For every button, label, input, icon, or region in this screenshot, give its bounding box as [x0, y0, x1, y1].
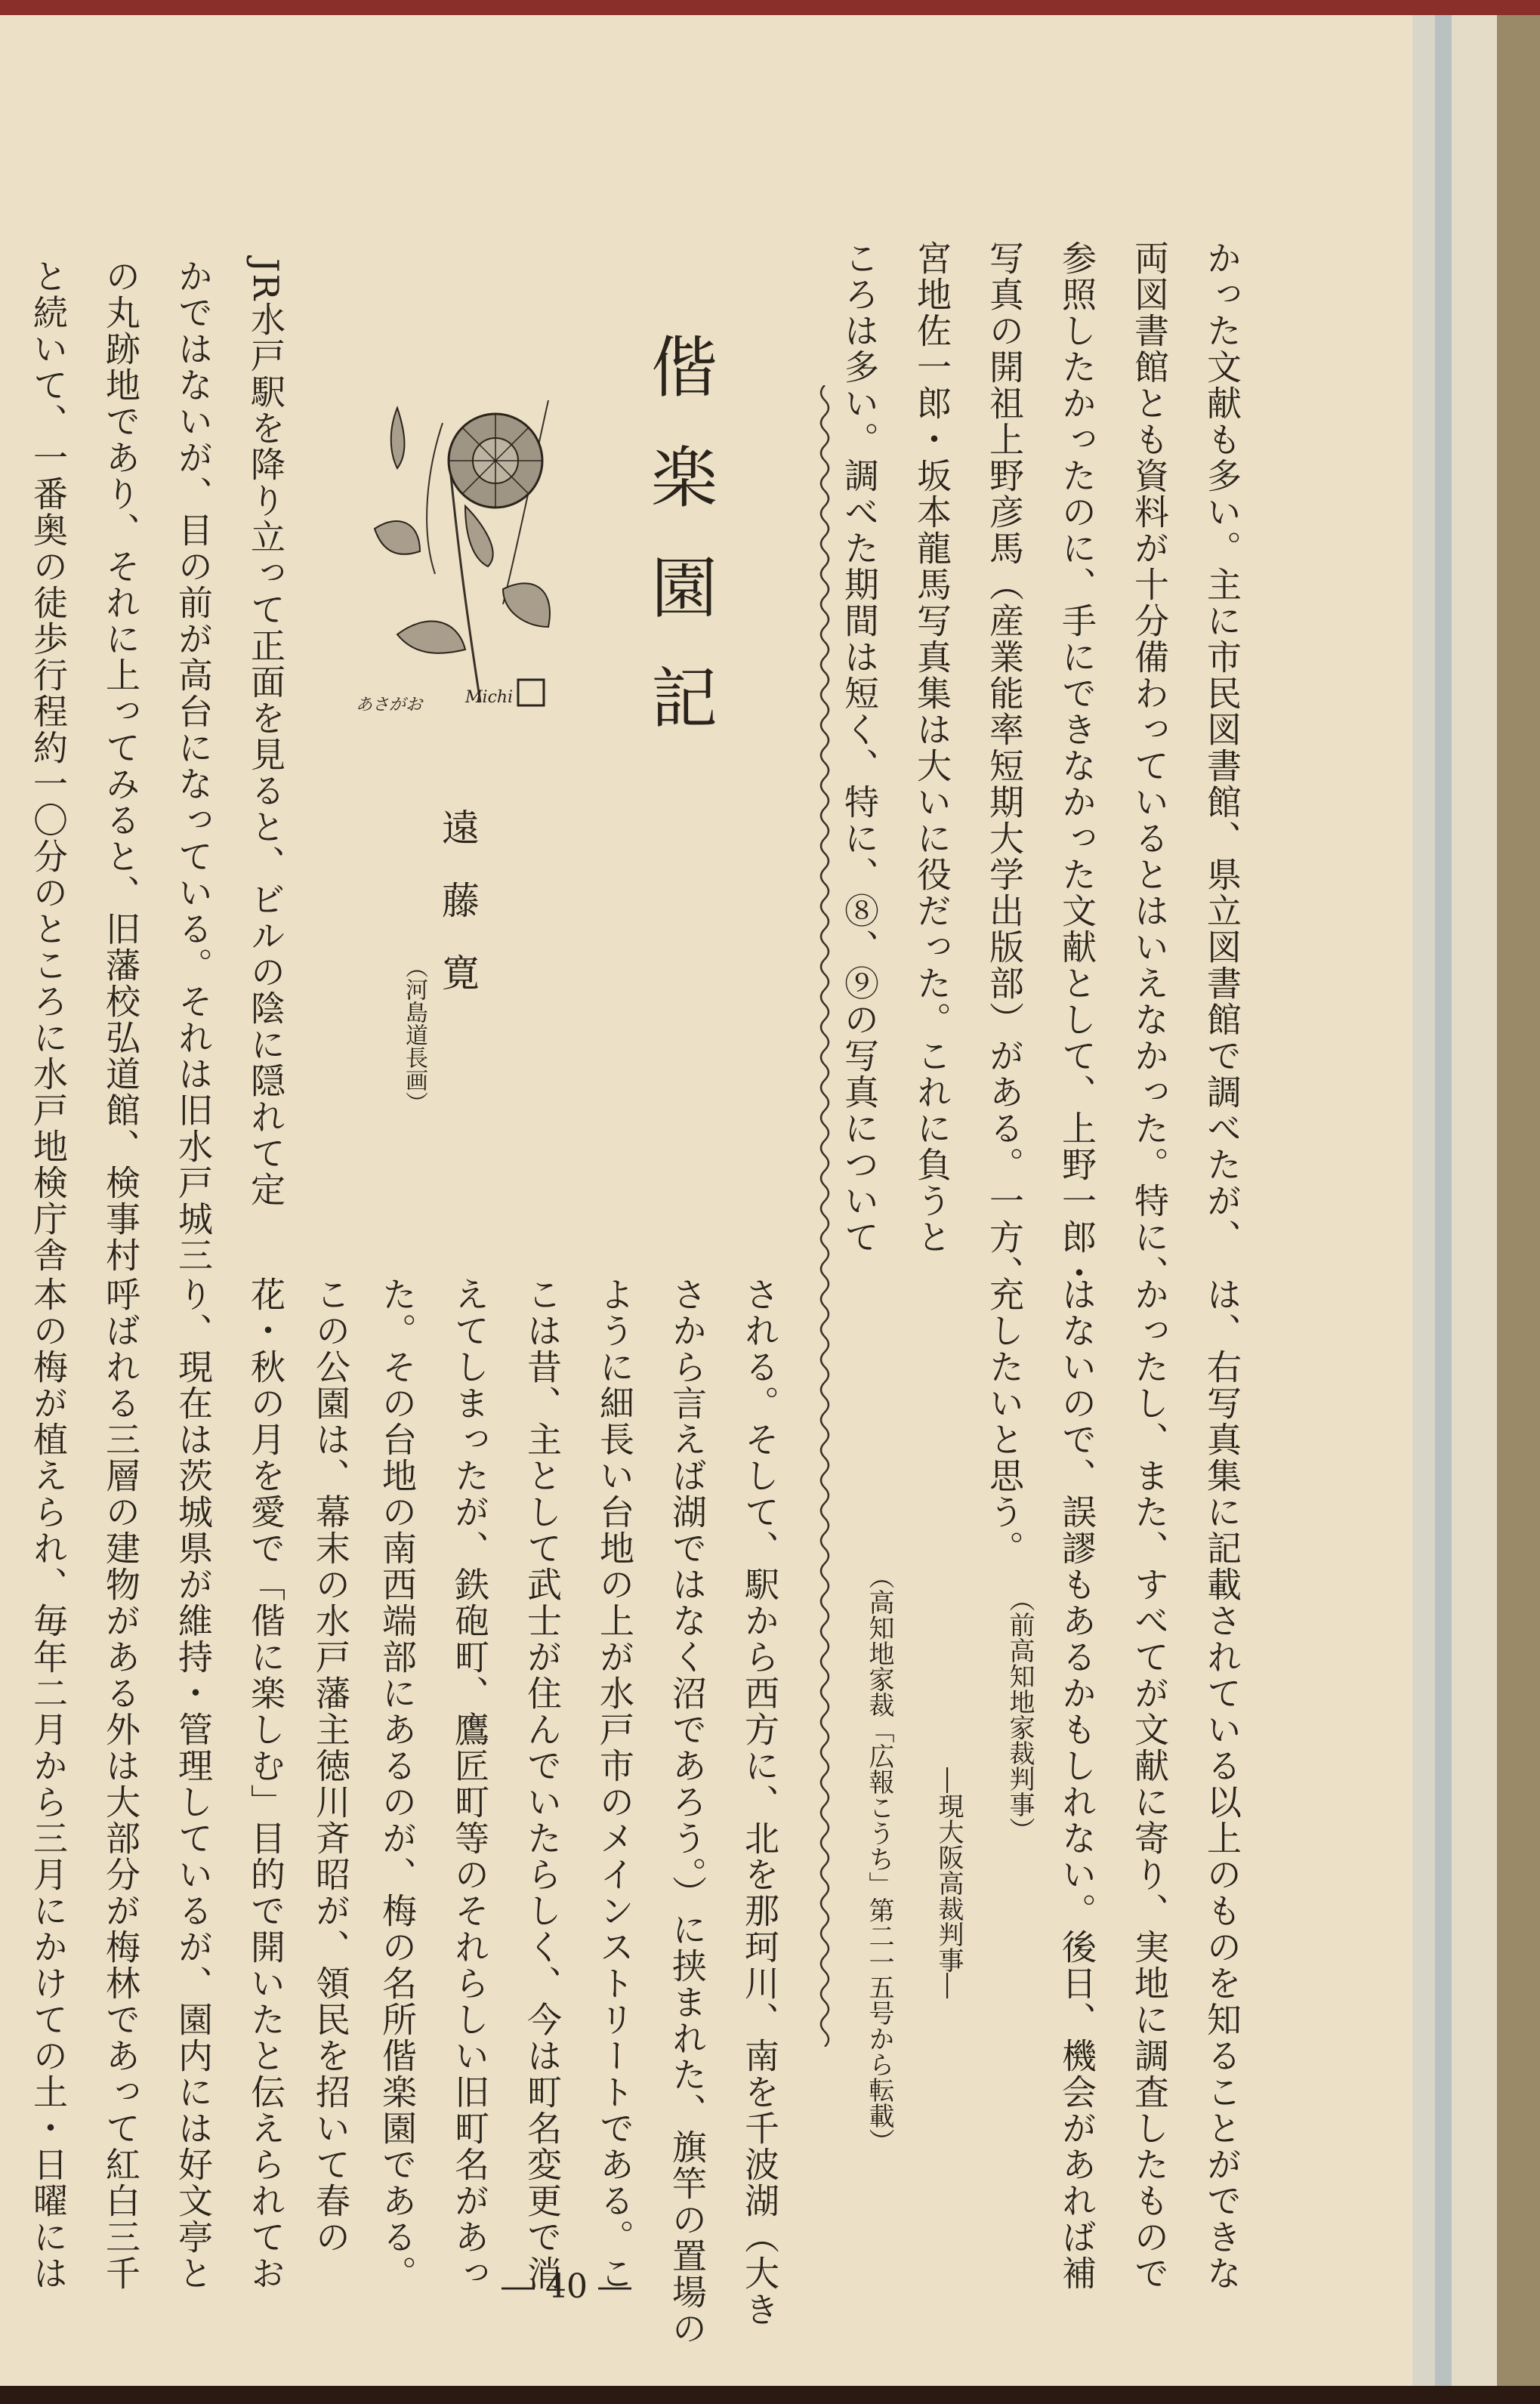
wavy-divider: [816, 385, 834, 2047]
text-column: かった文献も多い。主に市民図書館、県立図書館で調べたが、: [1202, 240, 1242, 1255]
text-column: の丸跡地であり、それに上ってみると、旧藩校弘道館、検事村: [100, 258, 141, 1273]
illustration-caption: あさがお: [356, 696, 423, 714]
scan-bottom-strip: [0, 2386, 1540, 2404]
text-column: はないので、誤謬もあるかもしれない。後日、機会があれば補: [1057, 1276, 1097, 2291]
author-note: （前高知地家裁判事）: [1005, 1586, 1035, 1843]
page-edge: [1412, 15, 1435, 2386]
text-column: こは昔、主として武士が住んでいたらしく、今は町名変更で消: [522, 1276, 563, 2291]
text-column: は、右写真集に記載されている以上のものを知ることができな: [1202, 1276, 1242, 2291]
text-column: かったし、また、すべてが文献に寄り、実地に調査したもので: [1129, 1276, 1170, 2291]
scan-top-strip: [0, 0, 1540, 15]
text-column: ころは多い。調べた期間は短く、特に、⑧、⑨の写真について: [839, 240, 880, 1255]
text-column: 両図書館とも資料が十分備わっているとはいえなかった。特に、: [1129, 240, 1170, 1291]
text-column: かではないが、目の前が高台になっている。それは旧水戸城三: [173, 258, 214, 1273]
page-number: ― 40 ―: [502, 2267, 631, 2306]
text-column: えてしまったが、鉄砲町、鷹匠町等のそれらしい旧町名があっ: [449, 1276, 490, 2291]
text-column: JR水戸駅を降り立って正面を見ると、ビルの陰に隠れて定: [245, 258, 286, 1208]
text-column: 呼ばれる三層の建物がある外は大部分が梅林であって紅白三千: [100, 1276, 141, 2291]
source-note: （高知地家裁「広報こうち」第二一五号から転載）: [864, 1563, 894, 2154]
article-title: 偕楽園記: [640, 332, 718, 773]
text-column: り、現在は茨城県が維持・管理しているが、園内には好文亭と: [173, 1276, 214, 2291]
text-column: さから言えば湖ではなく沼であろう。）に挟まれた、旗竿の置場の: [667, 1276, 708, 2347]
text-column: [0, 258, 12, 911]
article-author: 遠藤寛: [436, 808, 480, 1026]
text-column: 充したいと思う。: [984, 1276, 1025, 1566]
text-column: [0, 1276, 12, 2328]
page-edge: [1435, 15, 1452, 2386]
book-page: [0, 15, 1412, 2386]
illustration-signature: Michi: [465, 688, 514, 707]
morning-glory-illustration: [352, 378, 579, 725]
text-column: 参照したかったのに、手にできなかった文献として、上野一郎・: [1057, 240, 1097, 1291]
text-column: と続いて、一番奥の徒歩行程約一〇分のところに水戸地検庁舎: [28, 258, 69, 1273]
text-column: た。その台地の南西端部にあるのが、梅の名所偕楽園である。: [377, 1276, 418, 2291]
text-column: ように細長い台地の上が水戸市のメインストリートである。こ: [594, 1276, 635, 2291]
text-column: 花・秋の月を愛で「偕に楽しむ」目的で開いたと伝えられてお: [245, 1276, 286, 2291]
illustration-credit: （河島道長画）: [401, 955, 427, 1114]
text-column: される。そして、駅から西方に、北を那珂川、南を千波湖（大き: [739, 1276, 780, 2328]
text-column: 宮地佐一郎・坂本龍馬写真集は大いに役だった。これに負うと: [912, 240, 952, 1255]
text-column: 写真の開祖上野彦馬（産業能率短期大学出版部）がある。一方、: [984, 240, 1025, 1291]
text-column: 本の梅が植えられ、毎年二月から三月にかけての土・日曜には: [28, 1276, 69, 2291]
book-cover-edge: [1497, 15, 1540, 2386]
author-position: ―現大阪高裁判事―: [934, 1767, 964, 1998]
text-column: この公園は、幕末の水戸藩主徳川斉昭が、領民を招いて春の: [310, 1276, 351, 2255]
page-edge: [1452, 15, 1497, 2386]
